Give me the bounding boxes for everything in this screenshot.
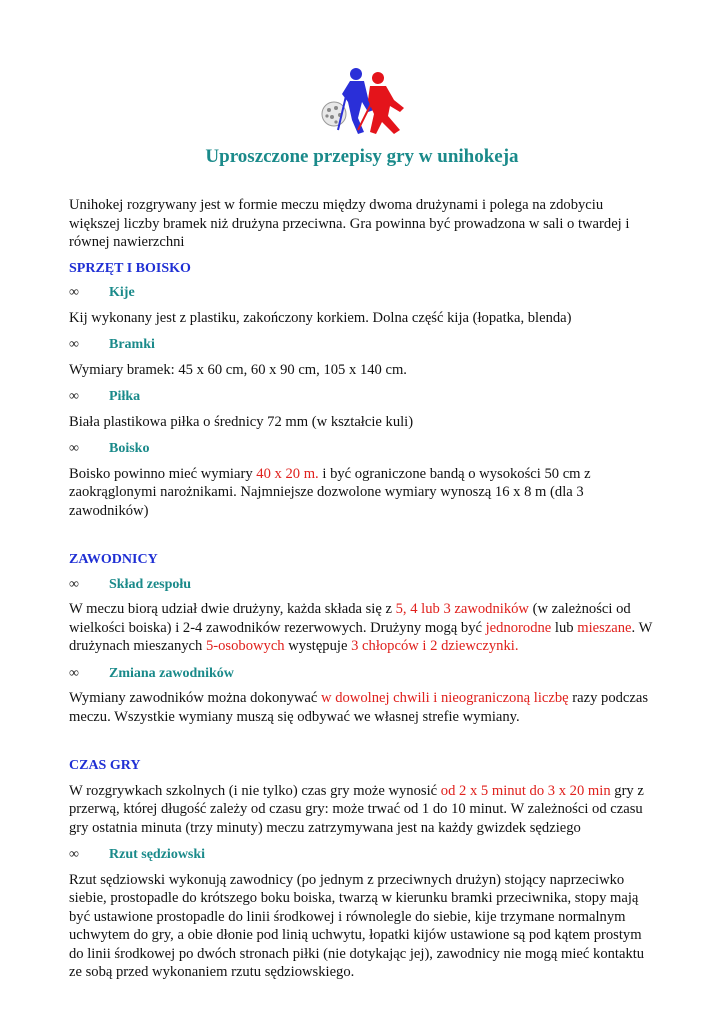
- paragraph-boisko: Boisko powinno mieć wymiary 40 x 20 m. i być ograniczone bandą o wysokości 50 cm z zaokrąglonymi narożnikami. Najmniejsze dozwolone wymiary wynoszą 16 x 8 m (dla 3 zawodników): [69, 465, 591, 519]
- highlight-text: 5, 4 lub 3 zawodników: [395, 601, 529, 617]
- paragraph-rzut: Rzut sędziowski wykonują zawodnicy (po jednym z przeciwnych drużyn) stojący naprzeciwko siebie, prostopadle do krótszego boku boiska, twarzą w kierunku bramki przeciwnika, stopy mają być ustawione prostopadle do linii środkowej i równolegle do siebie, kije trzymane normalnym uchwytem do gry, a obie dłonie pod linią uchwytu, łopatki kijów ustawione są pod kątem prostym do linii środkowej po dwóch stronach piłki (nie dotykając jej), zawodnicy nie mogą mieć kontaktu ze sobą przed wykonaniem rzutu sędziowskiego.: [69, 871, 645, 980]
- infinity-bullet-icon: ∞: [69, 285, 79, 300]
- subheading-pilka: ∞ Piłka: [69, 388, 654, 407]
- section-heading-time: CZAS GRY: [69, 758, 141, 773]
- subheading-sklad: ∞ Skład zespołu: [69, 576, 654, 595]
- highlight-text: 3 chłopców i 2 dziewczynki.: [351, 638, 519, 654]
- document-body: [69, 196, 654, 991]
- section-heading-equipment: SPRZĘT I BOISKO: [69, 260, 191, 276]
- intro-paragraph: Unihokej rozgrywany jest w formie meczu między dwoma drużynami i polega na zdobyciu większej liczby bramek niż drużyna przeciwna. Gra powinna być prowadzona w sali o twardej i równej nawierzchni: [69, 197, 630, 250]
- highlight-text: w dowolnej chwili i nieograniczoną liczbę: [321, 690, 569, 706]
- paragraph-bramki: Wymiary bramek: 45 x 60 cm, 60 x 90 cm, 105 x 140 cm.: [69, 361, 407, 378]
- paragraph-kije: Kij wykonany jest z plastiku, zakończony korkiem. Dolna część kija (łopatka, blenda): [69, 309, 572, 326]
- infinity-bullet-icon: ∞: [69, 665, 79, 681]
- subheading-kije: ∞ Kije: [69, 284, 654, 303]
- paragraph-zmiana: Wymiany zawodników można dokonywać w dowolnej chwili i nieograniczoną liczbę razy podczas meczu. Wszystkie wymiany muszą się odbywać we własnej strefie wymiany.: [69, 690, 649, 725]
- highlight-text: 5-osobowych: [205, 638, 285, 654]
- infinity-bullet-icon: ∞: [69, 576, 79, 592]
- subheading-bramki: ∞ Bramki: [69, 336, 654, 355]
- paragraph-sklad: W meczu biorą udział dwie drużyny, każda składa się z 5, 4 lub 3 zawodników (w zależności od wielkości boiska) i 2-4 zawodników rezerwowych. Drużyny mogą być jednorodne lub mieszane. W drużynach mieszanych 5-osobowych występuje 3 chłopców i 2 dziewczynki.: [69, 601, 653, 654]
- page-title: Uproszczone przepisy gry w unihokeja: [205, 146, 519, 167]
- infinity-bullet-icon: ∞: [69, 337, 79, 352]
- highlight-text: jednorodne: [485, 619, 552, 636]
- subheading-zmiana: ∞ Zmiana zawodników: [69, 665, 654, 684]
- highlight-text: 40 x 20 m.: [256, 465, 319, 482]
- floorball-players-logo-icon: [314, 66, 414, 146]
- highlight-text: mieszane: [577, 619, 632, 636]
- section-heading-players: ZAWODNICY: [69, 552, 158, 567]
- subheading-boisko: ∞ Boisko: [69, 440, 654, 459]
- highlight-text: od 2 x 5 minut do 3 x 20 min: [440, 782, 611, 799]
- infinity-bullet-icon: ∞: [69, 847, 79, 862]
- paragraph-czas: W rozgrywkach szkolnych (i nie tylko) czas gry może wynosić od 2 x 5 minut do 3 x 20 min gry z przerwą, której długość zależy od czasu gry: może trwać od 1 do 10 minut. W zależności od czasu gry ostatnia minuta (trzy minuty) meczu zatrzymywana jest na każdy gwizdek sędziego: [69, 782, 644, 836]
- subheading-rzut: ∞ Rzut sędziowski: [69, 846, 654, 865]
- infinity-bullet-icon: ∞: [69, 441, 79, 456]
- paragraph-pilka: Biała plastikowa piłka o średnicy 72 mm (w kształcie kuli): [69, 413, 414, 430]
- infinity-bullet-icon: ∞: [69, 389, 79, 404]
